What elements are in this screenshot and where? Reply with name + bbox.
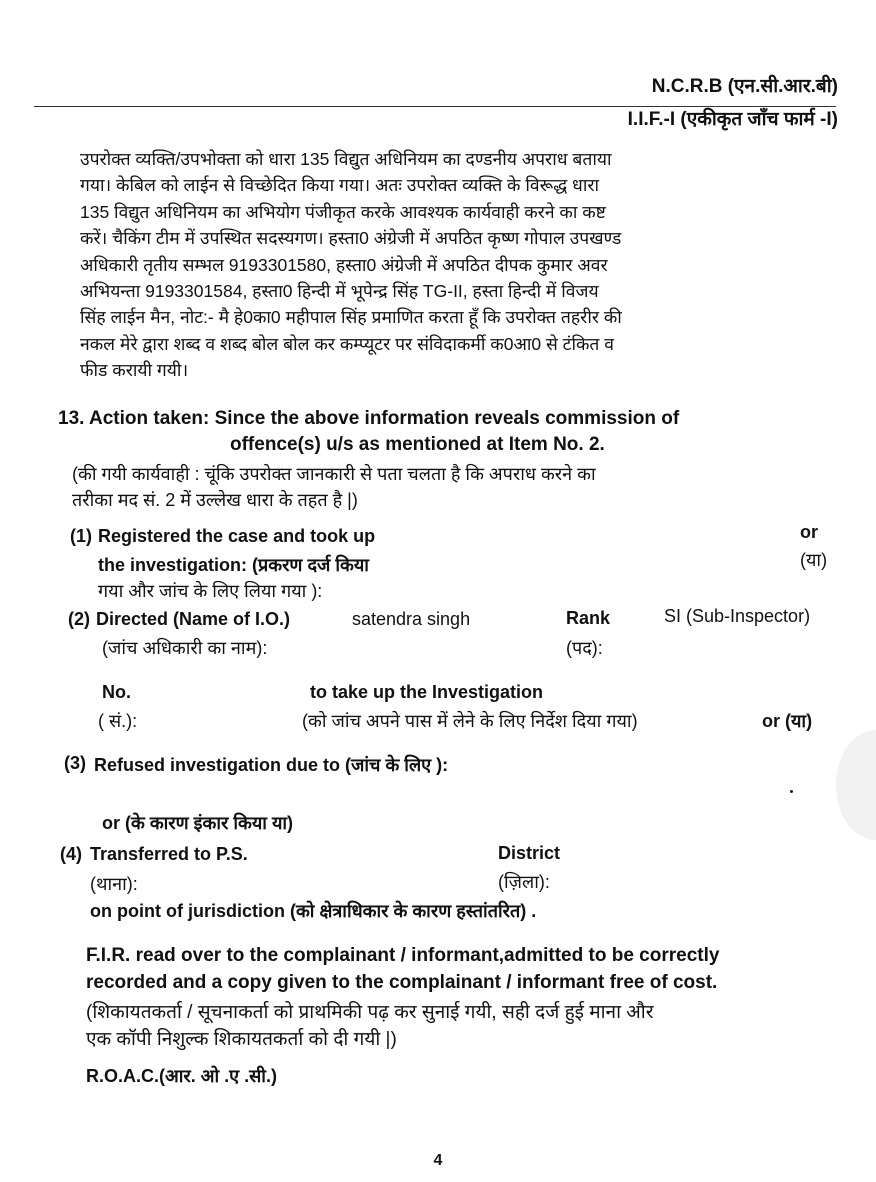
item3-number: (3) (64, 753, 86, 773)
take-up-investigation: to take up the Investigation (310, 682, 544, 702)
header-ncrb: N.C.R.B (एन.सी.आर.बी) (651, 76, 838, 97)
refused-or: or (के कारण इंकार किया या) (102, 813, 294, 833)
narrative-line: अधिकारी तृतीय सम्भल 9193301580, हस्ता0 अंग्रेजी में अपठित दीपक कुमार अवर (80, 254, 608, 275)
transferred-ps-label-hindi: (थाना): (90, 874, 138, 894)
scan-speck (790, 790, 793, 793)
narrative-line: करें। चैकिंग टीम में उपस्थित सदस्यगण। हस्ता0 अंग्रेजी में अपठित कृष्ण गोपाल उपखण्ड (80, 228, 622, 249)
rank-label-hindi: (पद): (566, 638, 603, 658)
io-name-value: satendra singh (352, 609, 471, 629)
jurisdiction-line: on point of jurisdiction (को क्षेत्राधिकार के कारण हस्तांतरित) . (90, 901, 537, 921)
header-iif: I.I.F.-I (एकीकृत जाँच फार्म -I) (627, 109, 838, 130)
take-up-investigation-hindi: (को जांच अपने पास में लेने के लिए निर्देश दिया गया) (302, 711, 638, 731)
roac-label: R.O.A.C.(आर. ओ .ए .सी.) (86, 1066, 277, 1086)
narrative-line: नकल मेरे द्वारा शब्द व शब्द बोल बोल कर कम्प्यूटर पर संविदाकर्मी क0आ0 से टंकित व (80, 333, 614, 354)
page-number: 4 (433, 1152, 443, 1169)
transferred-ps-label: Transferred to P.S. (90, 844, 248, 864)
narrative-paragraph (80, 146, 780, 384)
item1-label-hindi: गया और जांच के लिए लिया गया ): (98, 581, 323, 601)
refused-investigation-label: Refused investigation due to (जांच के लिए ): (94, 755, 449, 775)
district-label-hindi: (ज़िला): (498, 872, 550, 892)
fir-statement-hindi-cont: एक कॉपी निशुल्क शिकायतकर्ता को दी गयी |) (86, 1029, 397, 1050)
item1-number: (1) (70, 526, 92, 546)
fir-statement-cont: recorded and a copy given to the complainant / informant free of cost. (86, 972, 718, 993)
fir-statement: F.I.R. read over to the complainant / informant,admitted to be correctly (86, 945, 720, 966)
item2-number: (2) (68, 609, 90, 629)
item4-number: (4) (60, 844, 82, 864)
action-taken-hindi: (की गयी कार्यवाही : चूंकि उपरोक्त जानकारी से पता चलता है कि अपराध करने का (72, 464, 596, 484)
rank-label: Rank (566, 608, 611, 628)
io-name-label: Directed (Name of I.O.) (96, 609, 291, 629)
item1-label-cont: the investigation: (प्रकरण दर्ज किया (98, 555, 369, 575)
item1-label: Registered the case and took up (98, 526, 376, 546)
action-taken-heading-cont: offence(s) u/s as mentioned at Item No. 2. (230, 434, 605, 455)
district-label: District (498, 843, 561, 863)
action-taken-heading: 13. Action taken: Since the above information reveals commission of (58, 408, 680, 429)
io-number-label: No. (102, 682, 131, 702)
narrative-line: गया। केबिल को लाईन से विच्छेदित किया गया। अतः उपरोक्त व्यक्ति के विरूद्ध धारा (80, 175, 600, 196)
narrative-line: फीड करायी गयी। (80, 360, 189, 381)
fir-statement-hindi: (शिकायतकर्ता / सूचनाकर्ता को प्राथमिकी पढ़ कर सुनाई गयी, सही दर्ज हुई माना और (86, 1002, 654, 1023)
scan-shadow (836, 730, 876, 840)
io-name-label-hindi: (जांच अधिकारी का नाम): (102, 638, 268, 658)
action-taken-hindi-cont: तरीका मद सं. 2 में उल्लेख धारा के तहत है |) (72, 490, 358, 510)
item2-or: or (या) (762, 711, 813, 731)
rank-value: SI (Sub-Inspector) (664, 606, 811, 626)
io-number-label-hindi: ( सं.): (98, 711, 138, 731)
narrative-line: 135 विद्युत अधिनियम का अभियोग पंजीकृत करके आवश्यक कार्यवाही करने का कष्ट (80, 201, 606, 222)
item1-or: or (800, 522, 818, 542)
narrative-line: उपरोक्त व्यक्ति/उपभोक्ता को धारा 135 विद्युत अधिनियम का दण्डनीय अपराध बताया (80, 149, 612, 169)
narrative-line: अभियन्ता 9193301584, हस्ता0 हिन्दी में भूपेन्द्र सिंह TG-II, हस्ता हिन्दी में विजय (80, 281, 599, 302)
narrative-line: सिंह लाईन मैन, नोट:- मै हे0का0 महीपाल सिंह प्रमाणित करता हूँ कि उपरोक्त तहरीर की (80, 307, 622, 328)
item1-or-hindi: (या) (800, 550, 828, 570)
